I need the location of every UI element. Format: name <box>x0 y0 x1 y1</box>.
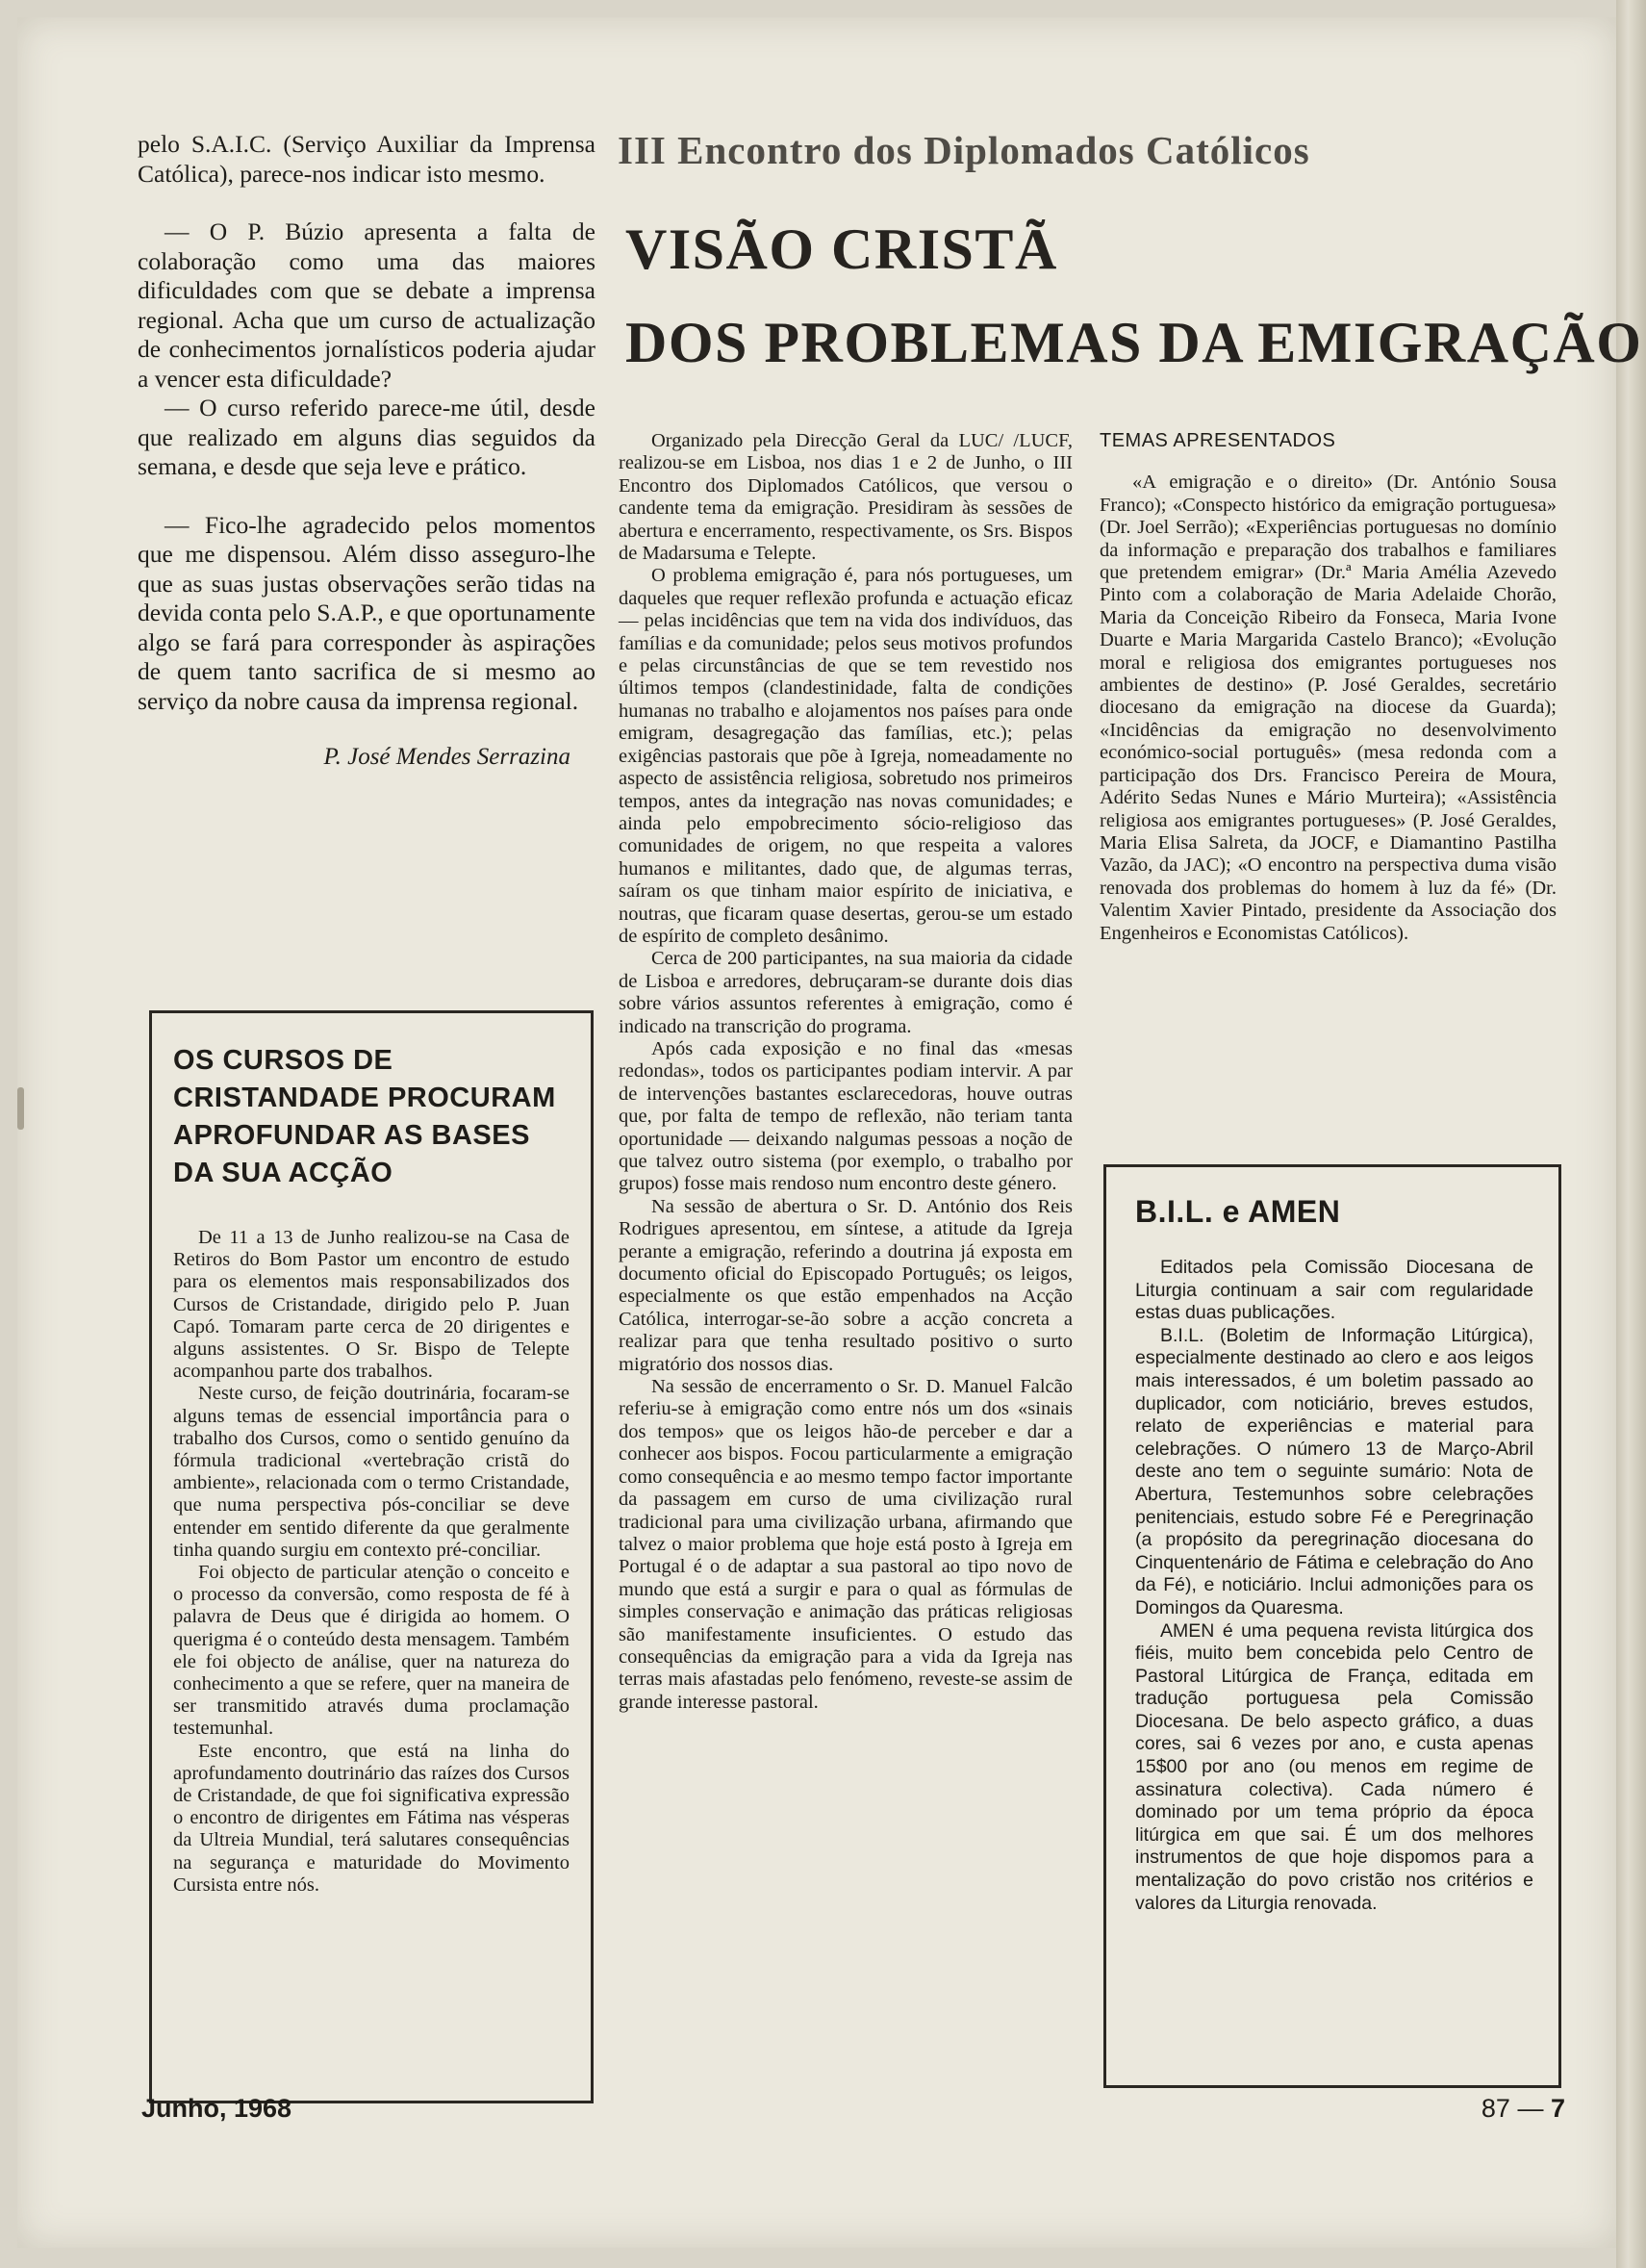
signature: P. José Mendes Serrazina <box>323 744 570 770</box>
article-para-5: Na sessão de abertura o Sr. D. António dos Reis Rodrigues apresentou, em síntese, a atitude da Igreja perante a emigração, referindo a doutrina já exposta em documento oficial do Episcopado Português; os leigos, especialmente os que estão empenhados na Acção Católica, interrogar-se-ão sobre a acção concreta a realizar para que tenha resultado positivo o surto migratório dos nossos dias. <box>619 1195 1073 1375</box>
left-para-4: — Fico-lhe agradecido pelos momentos que me dispensou. Além disso asseguro-lhe que as suas justas observações serão tidas na devida conta pelo S.A.P., e que oportunamente algo se fará para corresponder às aspirações de quem tanto sacrifica de si mesmo ao serviço da nobre causa da imprensa regional. <box>138 510 595 715</box>
left-para-3: — O curso referido parece-me útil, desde que realizado em alguns dias seguidos da semana, e desde que seja leve e prático. <box>138 394 595 480</box>
footer-date: Junho, 1968 <box>141 2094 292 2123</box>
bil-amen-body <box>1135 1257 1533 1915</box>
cursos-box-body <box>173 1227 570 1897</box>
temas-column <box>1100 430 1557 945</box>
cursos-para-4: Este encontro, que está na linha do aprofundamento doutrinário das raízes dos Cursos de Cristandade, de que foi significativa expressão o encontro de dirigentes em Fátima nas vésperas da Ultreia Mundial, terá salutares consequências na segurança e maturidade do Movimento Cursista entre nós. <box>173 1740 570 1896</box>
article-headline-line-1: VISÃO CRISTÃ <box>625 217 1058 281</box>
binding-mark <box>17 1087 24 1130</box>
bil-para-3: AMEN é uma pequena revista litúrgica dos fiéis, muito bem concebida pelo Centro de Pastoral Litúrgica de França, editada em tradução portuguesa pela Comissão Diocesana. De belo aspecto gráfico, a duas cores, sai 6 vezes por ano, e custa apenas 15$00 por ano (ou menos em regime de assinatura colectiva). Cada número é dominado por um tema próprio da época litúrgica em que sai. É um dos melhores instrumentos de que hoje dispomos para a mentalização do povo cristão nos critérios e valores da Liturgia renovada. <box>1135 1619 1533 1914</box>
article-kicker: III Encontro dos Diplomados Católicos <box>618 128 1310 172</box>
cursos-para-3: Foi objecto de particular atenção o conceito e o processo da conversão, como resposta de fé à palavra de Deus que é dirigida ao homem. O querigma é o conteúdo desta mensagem. Também ele foi objecto de análise, quer na natureza do conhecimento a que se refere, quer na maneira de ser transmitido através duma proclamação testemunhal. <box>173 1562 570 1740</box>
cursos-box-title: OS CURSOS DE CRISTANDADE PROCURAM APROFUNDAR AS BASES DA SUA ACÇÃO <box>173 1045 556 1188</box>
left-intro: pelo S.A.I.C. (Serviço Auxiliar da Imprensa Católica), parece-nos indicar isto mesmo. <box>138 130 595 188</box>
temas-heading: TEMAS APRESENTADOS <box>1100 430 1336 451</box>
page-prefix: 87 — <box>1481 2094 1544 2123</box>
bil-amen-title: B.I.L. e AMEN <box>1135 1194 1341 1229</box>
cursos-para-2: Neste curso, de feição doutrinária, focaram-se alguns temas de essencial importância para o trabalho dos Cursos, como o sentido genuíno da fórmula tradicional «vertebração cristã do ambiente», relacionada com o termo Cristandade, que numa perspectiva pós-conciliar se deve entender em sentido diferente da que geralmente tinha quando surgiu em contexto pré-conciliar. <box>173 1383 570 1561</box>
article-headline-line-2: DOS PROBLEMAS DA EMIGRAÇÃO <box>625 311 1643 374</box>
page-number: 7 <box>1550 2094 1565 2123</box>
article-para-1: Organizado pela Direcção Geral da LUC/ /LUCF, realizou-se em Lisboa, nos dias 1 e 2 de Junho, o III Encontro dos Diplomados Católicos, que versou o candente tema da emigração. Presidiram às sessões de abertura e encerramento, respectivamente, os Srs. Bispos de Madarsuma e Telepte. <box>619 430 1073 565</box>
cursos-para-1: De 11 a 13 de Junho realizou-se na Casa de Retiros do Bom Pastor um encontro de estudo para os elementos mais responsabilizados dos Cursos de Cristandade, dirigido pelo P. Juan Capó. Tomaram parte cerca de 20 dirigentes e alguns assistentes. O Sr. Bispo de Telepte acompanhou parte dos trabalhos. <box>173 1227 570 1383</box>
footer-page-number <box>1481 2094 1565 2124</box>
cursos-box <box>149 1010 594 2103</box>
article-para-4: Após cada exposição e no final das «mesas redondas», todos os participantes podiam intervir. A par de intervenções bastantes esclarecedoras, houve outras que, por falta de tempo de reflexão, não teriam tanta oportunidade — deixando nalgumas pessoas a noção de que talvez outro sistema (por exemplo, o trabalho por grupos) fosse mais rendoso num encontro deste género. <box>619 1037 1073 1195</box>
left-column <box>138 130 595 773</box>
article-body-column <box>619 430 1073 1714</box>
article-para-6: Na sessão de encerramento o Sr. D. Manuel Falcão referiu-se à emigração como entre nós um dos «sinais dos tempos» que os leigos hão-de perceber e dar a conhecer aos bispos. Focou particularmente a emigração como consequência e ao mesmo tempo factor importante da passagem em curso de uma civilização rural tradicional para uma civilização urbana, afirmando que talvez o maior problema que hoje está posto à Igreja em Portugal é o de adaptar a sua pastoral ao tipo novo de mundo que está a surgir e para o qual as fórmulas de simples conservação e animação das práticas religiosas são manifestamente insuficientes. O estudo das consequências da emigração para a vida da Igreja nas terras mais afastadas pelo fenómeno, reveste-se assim de grande interesse pastoral. <box>619 1376 1073 1713</box>
bil-para-1: Editados pela Comissão Diocesana de Liturgia continuam a sair com regularidade estas duas publicações. <box>1135 1257 1533 1324</box>
bil-para-2: B.I.L. (Boletim de Informação Litúrgica), especialmente destinado ao clero e aos leigos mais interessados, é um boletim passado ao duplicador, com noticiário, breves estudos, relato de experiências e material para celebrações. O número 13 de Março-Abril deste ano tem o seguinte sumário: Nota de Abertura, Testemunhos sobre celebrações penitenciais, estudo sobre Fé e Peregrinação (a propósito da peregrinação diocesana do Cinquentenário de Fátima e celebração do Ano da Fé), e noticiário. Inclui admonições para os Domingos da Quaresma. <box>1135 1324 1533 1618</box>
temas-body: «A emigração e o direito» (Dr. António Sousa Franco); «Conspecto histórico da emigração portuguesa» (Dr. Joel Serrão); «Experiências portuguesas no domínio da informação e preparação dos trabalhos e familiares que pretendem emigrar» (Dr.ª Maria Amélia Azevedo Pinto com a colaboração de Maria Adelaide Chorão, Maria da Conceição Ribeiro da Fonseca, Maria Ivone Duarte e Maria Margarida Castelo Branco); «Evolução moral e religiosa dos emigrantes portugueses nos ambientes de destino» (P. José Geraldes, secretário diocesano da emigração na diocese da Guarda); «Incidências da emigração no desenvolvimento económico-social português» (mesa redonda com a participação dos Drs. Francisco Pereira de Moura, Adérito Sedas Nunes e Mário Murteira); «Assistência religiosa aos emigrantes portugueses» (P. José Geraldes, Maria Elisa Salreta, da JOCF, e Diamantino Pastilha Vazão, da JAC); «O encontro na perspectiva duma visão renovada dos problemas do homem à luz da fé» (Dr. Valentim Xavier Pintado, presidente da Associação dos Engenheiros e Economistas Católicos). <box>1100 471 1557 944</box>
left-para-2: — O P. Búzio apresenta a falta de colaboração como uma das maiores dificuldades com que se debate a imprensa regional. Acha que um curso de actualização de conhecimentos jornalísticos poderia ajudar a vencer esta dificuldade? <box>138 217 595 393</box>
article-para-2: O problema emigração é, para nós portugueses, um daqueles que requer reflexão profunda e actuação eficaz — pelas incidências que tem na vida dos indivíduos, das famílias e da comunidade; pelos seus motivos profundos e pelas circunstâncias de que se tem revestido nos últimos tempos (clandestinidade, falta de condições humanas no trabalho e alojamentos nos países para onde emigram, desagregação das famílias, etc.); pelas exigências pastorais que põe à Igreja, nomeadamente no aspecto de assistência religiosa, sobretudo nos primeiros tempos, antes da integração nas novas comunidades; e ainda pelo empobrecimento sócio-religioso das comunidades de origem, no que respeita a valores humanos e militantes, dado que, de algumas terras, saíram os que tinham maior espírito de iniciativa, e noutras, que ficaram quase desertas, gerou-se um estado de espírito de completo desânimo. <box>619 565 1073 947</box>
bil-amen-box <box>1103 1164 1561 2088</box>
article-para-3: Cerca de 200 participantes, na sua maioria da cidade de Lisboa e arredores, debruçaram-se durante dois dias sobre vários assuntos referentes à emigração, como é indicado na transcrição do programa. <box>619 948 1073 1037</box>
